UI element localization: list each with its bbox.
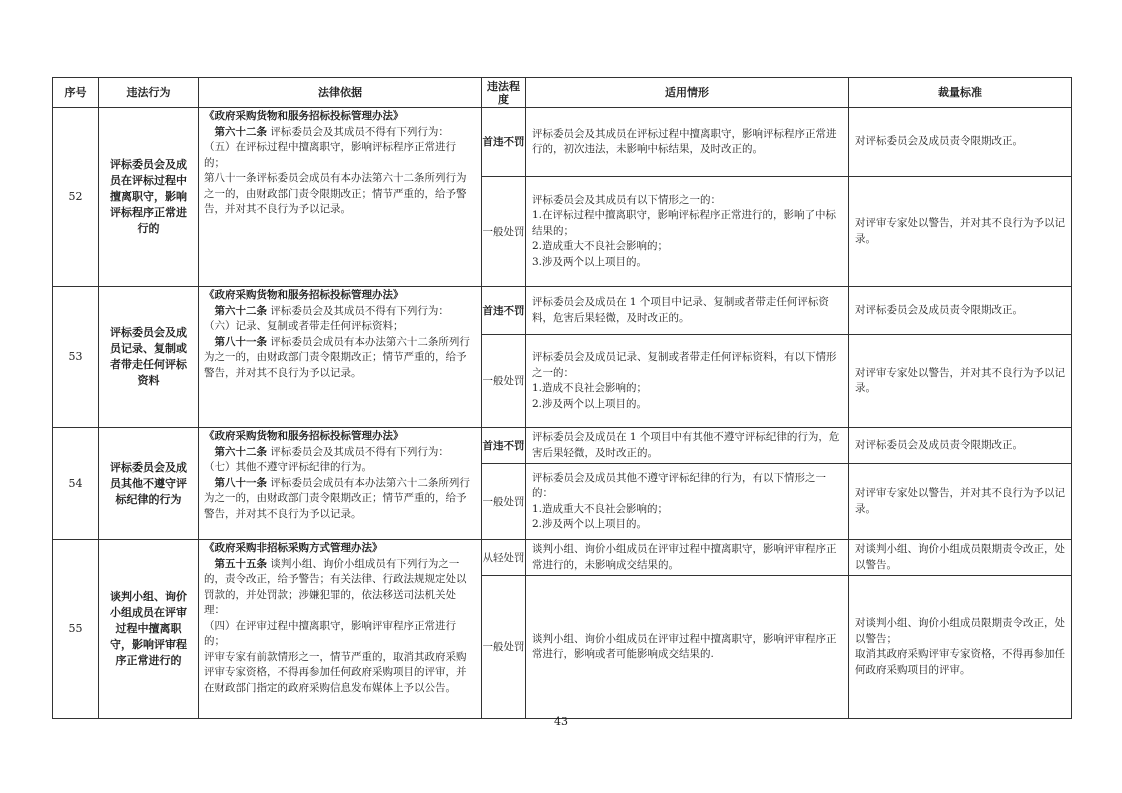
situation-line: 评标委员会及成员在 1 个项目中记录、复制或者带走任何评标资料，危害后果轻微，及时改正的。: [532, 296, 829, 324]
situation-line: 评标委员会及成员记录、复制或者带走任何评标资料，有以下情形之一的：: [532, 351, 837, 379]
degree-cell: 首违不罚: [482, 108, 526, 177]
seq-cell: 54: [53, 428, 99, 540]
situation-cell: [526, 464, 849, 540]
standard-cell: [849, 464, 1072, 540]
legal-basis-paragraph: [204, 319, 476, 335]
legal-basis-cell: [199, 428, 482, 540]
article-number: 第六十二条: [214, 125, 267, 138]
page-number: 43: [554, 715, 568, 728]
article-number: 第六十二条: [214, 304, 267, 317]
table-row: [53, 287, 1072, 335]
header-standard: 裁量标准: [849, 78, 1072, 108]
legal-basis-cell: [199, 287, 482, 428]
situation-cell: [526, 576, 849, 719]
degree-cell: 一般处罚: [482, 576, 526, 719]
legal-basis-paragraph: [204, 288, 476, 304]
legal-basis-text: 评标委员会成员有本办法第六十二条所列行为之一的，由财政部门责令限期改正；情节严重的，给予警告，并对其不良行为予以记录。: [204, 476, 470, 520]
situation-cell: [526, 540, 849, 576]
seq-cell: 52: [53, 108, 99, 287]
standard-line: 对评审专家处以警告，并对其不良行为予以记录。: [855, 366, 1065, 394]
legal-basis-text: 《政府采购货物和服务招标投标管理办法》: [204, 289, 404, 301]
legal-basis-text: 《政府采购货物和服务招标投标管理办法》: [204, 430, 404, 442]
header-violation: 违法行为: [99, 78, 199, 108]
article-number: 第八十一条: [214, 335, 267, 348]
legal-basis-text: 评标委员会及其成员不得有下列行为：: [267, 304, 449, 317]
situation-cell: [526, 177, 849, 287]
degree-cell: 从轻处罚: [482, 540, 526, 576]
legal-basis-paragraph: [204, 541, 476, 557]
standard-cell: [849, 540, 1072, 576]
situation-line: 1.在评标过程中擅离职守，影响评标程序正常进行的，影响了中标结果的；: [532, 209, 837, 237]
table-body: [53, 108, 1072, 719]
standard-line: 对谈判小组、询价小组成员限期责令改正，处以警告。: [855, 543, 1065, 571]
header-row: [53, 78, 1072, 108]
legal-basis-paragraph: [204, 650, 476, 697]
legal-basis-text: 评审专家有前款情形之一，情节严重的，取消其政府采购评审专家资格，不得再参加任何政府采购项目的评审，并在财政部门指定的政府采购信息发布媒体上予以公告。: [204, 650, 467, 694]
legal-basis-text: 评标委员会及其成员不得有下列行为：: [267, 125, 449, 138]
violation-cell: 谈判小组、询价小组成员在评审过程中擅离职守，影响评审程序正常进行的: [99, 540, 199, 719]
situation-cell: [526, 428, 849, 464]
legal-basis-paragraph: [204, 171, 476, 218]
legal-basis-paragraph: [204, 460, 476, 476]
situation-line: 2.涉及两个以上项目的。: [532, 518, 648, 530]
legal-basis-cell: [199, 108, 482, 287]
situation-line: 2.造成重大不良社会影响的；: [532, 240, 669, 253]
legal-basis-text: （四）在评审过程中擅离职守，影响评审程序正常进行的；: [204, 619, 456, 647]
legal-basis-text: 评标委员会及其成员不得有下列行为：: [267, 445, 449, 458]
standard-cell: [849, 428, 1072, 464]
situation-line: 评标委员会及其成员有以下情形之一的：: [532, 193, 721, 206]
standard-line: 对评标委员会及成员责令限期改正。: [855, 303, 1023, 316]
standard-line: 取消其政府采购评审专家资格，不得再参加任何政府采购项目的评审。: [855, 648, 1065, 676]
legal-basis-paragraph: [204, 476, 476, 523]
legal-basis-paragraph: [204, 125, 476, 141]
standard-line: 对谈判小组、询价小组成员限期责令改正，处以警告；: [855, 617, 1065, 645]
penalty-standards-table: [52, 77, 1072, 719]
article-number: 第五十五条: [214, 557, 267, 570]
violation-cell: 评标委员会及成员其他不遵守评标纪律的行为: [99, 428, 199, 540]
legal-basis-text: 《政府采购非招标采购方式管理办法》: [204, 542, 383, 554]
violation-cell: 评标委员会及成员在评标过程中擅离职守，影响评标程序正常进行的: [99, 108, 199, 287]
legal-basis-text: 第八十一条评标委员会成员有本办法第六十二条所列行为之一的，由财政部门责令限期改正；情节严重的，给予警告，并对其不良行为予以记录。: [204, 172, 467, 215]
standard-cell: [849, 108, 1072, 177]
table-row: [53, 540, 1072, 576]
standard-cell: [849, 335, 1072, 428]
legal-basis-paragraph: [204, 335, 476, 382]
header-degree: 违法程度: [482, 78, 526, 108]
standard-cell: [849, 576, 1072, 719]
header-seq: 序号: [53, 78, 99, 108]
degree-cell: 首违不罚: [482, 287, 526, 335]
standard-line: 对评标委员会及成员责令限期改正。: [855, 135, 1023, 148]
situation-line: 评标委员会及其成员在评标过程中擅离职守，影响评标程序正常进行的，初次违法，未影响中标结果，及时改正的。: [532, 127, 837, 155]
article-number: 第六十二条: [214, 445, 267, 458]
legal-basis-text: （五）在评标过程中擅离职守，影响评标程序正常进行的；: [204, 141, 456, 169]
degree-cell: 首违不罚: [482, 428, 526, 464]
legal-basis-paragraph: [204, 140, 476, 171]
legal-basis-paragraph: [204, 304, 476, 320]
seq-cell: 53: [53, 287, 99, 428]
standard-line: 对评审专家处以警告，并对其不良行为予以记录。: [855, 217, 1065, 245]
situation-line: 评标委员会及成员其他不遵守评标纪律的行为，有以下情形之一的：: [532, 471, 826, 499]
standard-cell: [849, 287, 1072, 335]
legal-basis-paragraph: [204, 429, 476, 445]
article-number: 第八十一条: [214, 476, 267, 489]
situation-line: 1.造成重大不良社会影响的；: [532, 502, 669, 515]
situation-line: 谈判小组、询价小组成员在评审过程中擅离职守，影响评审程序正常进行的，未影响成交结果的。: [532, 543, 837, 571]
degree-cell: 一般处罚: [482, 177, 526, 287]
standard-cell: [849, 177, 1072, 287]
situation-cell: [526, 108, 849, 177]
legal-basis-cell: [199, 540, 482, 719]
legal-basis-text: 《政府采购货物和服务招标投标管理办法》: [204, 110, 404, 122]
legal-basis-paragraph: [204, 445, 476, 461]
situation-line: 1.造成不良社会影响的；: [532, 382, 648, 394]
situation-line: 评标委员会及成员在 1 个项目中有其他不遵守评标纪律的行为，危害后果轻微，及时改正的。: [532, 431, 840, 459]
header-situation: 适用情形: [526, 78, 849, 108]
standard-line: 对评审专家处以警告，并对其不良行为予以记录。: [855, 487, 1065, 515]
legal-basis-text: （六）记录、复制或者带走任何评标资料；: [204, 320, 404, 332]
table-row: [53, 108, 1072, 177]
table-row: [53, 428, 1072, 464]
header-legal-basis: 法律依据: [199, 78, 482, 108]
situation-cell: [526, 287, 849, 335]
legal-basis-paragraph: [204, 557, 476, 619]
legal-basis-text: （七）其他不遵守评标纪律的行为。: [204, 461, 372, 473]
situation-line: 3.涉及两个以上项目的。: [532, 255, 648, 268]
violation-cell: 评标委员会及成员记录、复制或者带走任何评标资料: [99, 287, 199, 428]
situation-line: 谈判小组、询价小组成员在评审过程中擅离职守，影响评审程序正常进行，影响或者可能影响成交结果的.: [532, 632, 837, 660]
situation-cell: [526, 335, 849, 428]
legal-basis-text: 谈判小组、询价小组成员有下列行为之一的，责令改正，给予警告；有关法律、行政法规规定处以罚款的，并处罚款；涉嫌犯罪的，依法移送司法机关处理：: [204, 557, 467, 616]
standard-line: 对评标委员会及成员责令限期改正。: [855, 438, 1023, 451]
legal-basis-text: 评标委员会成员有本办法第六十二条所列行为之一的，由财政部门责令限期改正；情节严重的，给予警告，并对其不良行为予以记录。: [204, 335, 470, 379]
legal-basis-paragraph: [204, 109, 476, 125]
seq-cell: 55: [53, 540, 99, 719]
degree-cell: 一般处罚: [482, 335, 526, 428]
situation-line: 2.涉及两个以上项目的。: [532, 397, 648, 410]
legal-basis-paragraph: [204, 619, 476, 650]
degree-cell: 一般处罚: [482, 464, 526, 540]
